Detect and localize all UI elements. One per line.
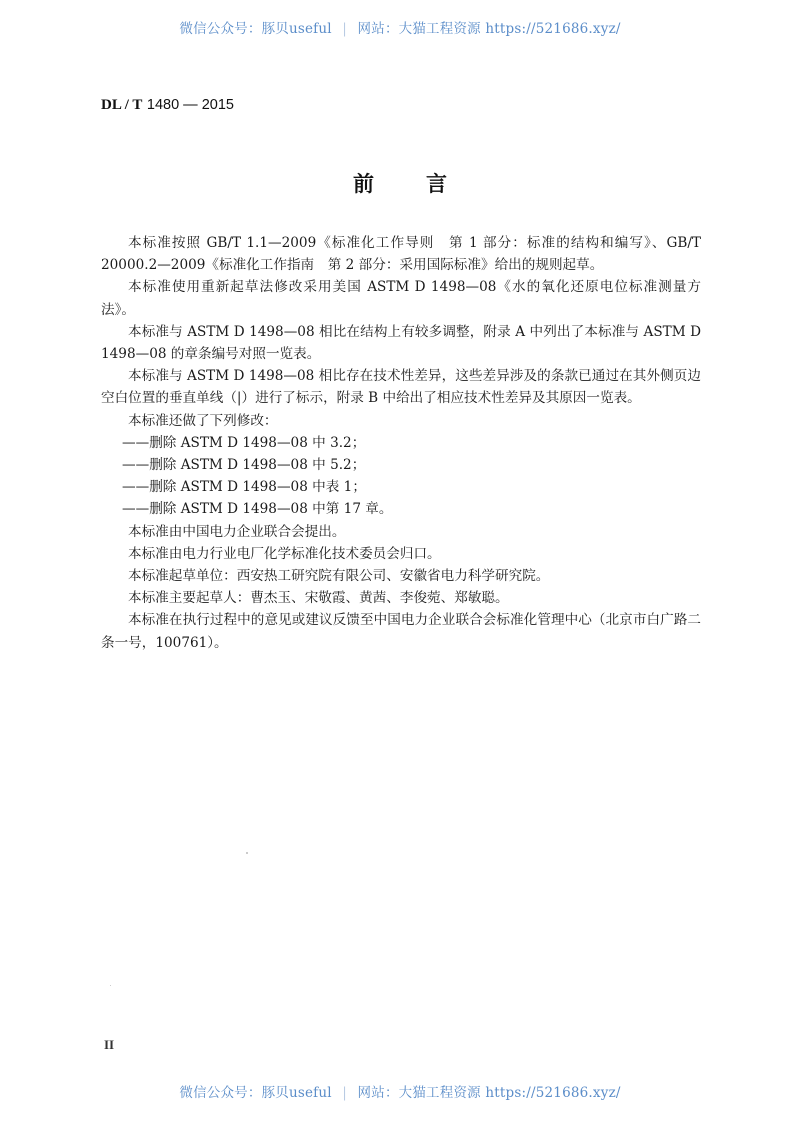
paragraph-main-drafters: 本标准主要起草人：曹杰玉、宋敬霞、黄茜、李俊菀、郑敏聪。 [128, 590, 509, 607]
watermark-top [0, 17, 800, 37]
paragraph-drafting-rules: 本标准按照 GB/T 1.1—2009《标准化工作导则 第 1 部分：标准的结构和编写》、GB/T 20000.2—2009《标准化工作指南 第 2 部分：采用国际标准》给出的规则起草。 [101, 235, 701, 274]
page-number: II [104, 1037, 115, 1052]
page-title-char-1: 前 [353, 172, 374, 196]
watermark-separator: | [342, 1085, 348, 1101]
watermark-separator: | [342, 21, 348, 37]
document-code [101, 97, 234, 114]
watermark-wechat: 微信公众号：豚贝useful [179, 21, 332, 37]
paragraph-centralized-by: 本标准由电力行业电厂化学标准化技术委员会归口。 [128, 545, 441, 562]
watermark-website: 网站：大猫工程资源 https://521686.xyz/ [357, 1085, 621, 1101]
paragraph-feedback-contact: 本标准在执行过程中的意见或建议反馈至中国电力企业联合会标准化管理中心（北京市白广路二条一号，100761）。 [101, 612, 701, 651]
watermark-bottom [0, 1081, 800, 1101]
paragraph-modifications-intro: 本标准还做了下列修改： [128, 412, 278, 429]
paragraph-structure-changes: 本标准与 ASTM D 1498—08 相比在结构上有较多调整，附录 A 中列出了本标准与 ASTM D 1498—08 的章条编号对照一览表。 [101, 323, 701, 363]
paragraph-adoption-method: 本标准使用重新起草法修改采用美国 ASTM D 1498—08《水的氧化还原电位标准测量方法》。 [101, 279, 701, 318]
paragraph-technical-differences: 本标准与 ASTM D 1498—08 相比存在技术性差异，这些差异涉及的条款已通过在其外侧页边空白位置的垂直单线（|）进行了标示，附录 B 中给出了相应技术性差异及其原因一览表。 [101, 368, 701, 407]
modification-item: ——删除 ASTM D 1498—08 中表 1； [122, 479, 366, 496]
watermark-wechat: 微信公众号：豚贝useful [179, 1085, 332, 1101]
document-code-prefix: DL / T [101, 97, 143, 113]
scan-speck [246, 852, 248, 854]
page-title [0, 168, 800, 198]
page-title-char-2: 言 [426, 172, 447, 196]
modification-item: ——删除 ASTM D 1498—08 中 3.2； [122, 434, 366, 451]
modification-item: ——删除 ASTM D 1498—08 中 5.2； [122, 457, 366, 474]
modification-item: ——删除 ASTM D 1498—08 中第 17 章。 [122, 501, 393, 518]
watermark-website: 网站：大猫工程资源 https://521686.xyz/ [357, 21, 621, 37]
scan-speck [110, 985, 111, 986]
paragraph-drafting-units: 本标准起草单位：西安热工研究院有限公司、安徽省电力科学研究院。 [128, 568, 550, 585]
paragraph-proposer: 本标准由中国电力企业联合会提出。 [128, 523, 346, 540]
document-code-number: 1480 — 2015 [146, 97, 234, 113]
foreword-body [101, 232, 701, 654]
